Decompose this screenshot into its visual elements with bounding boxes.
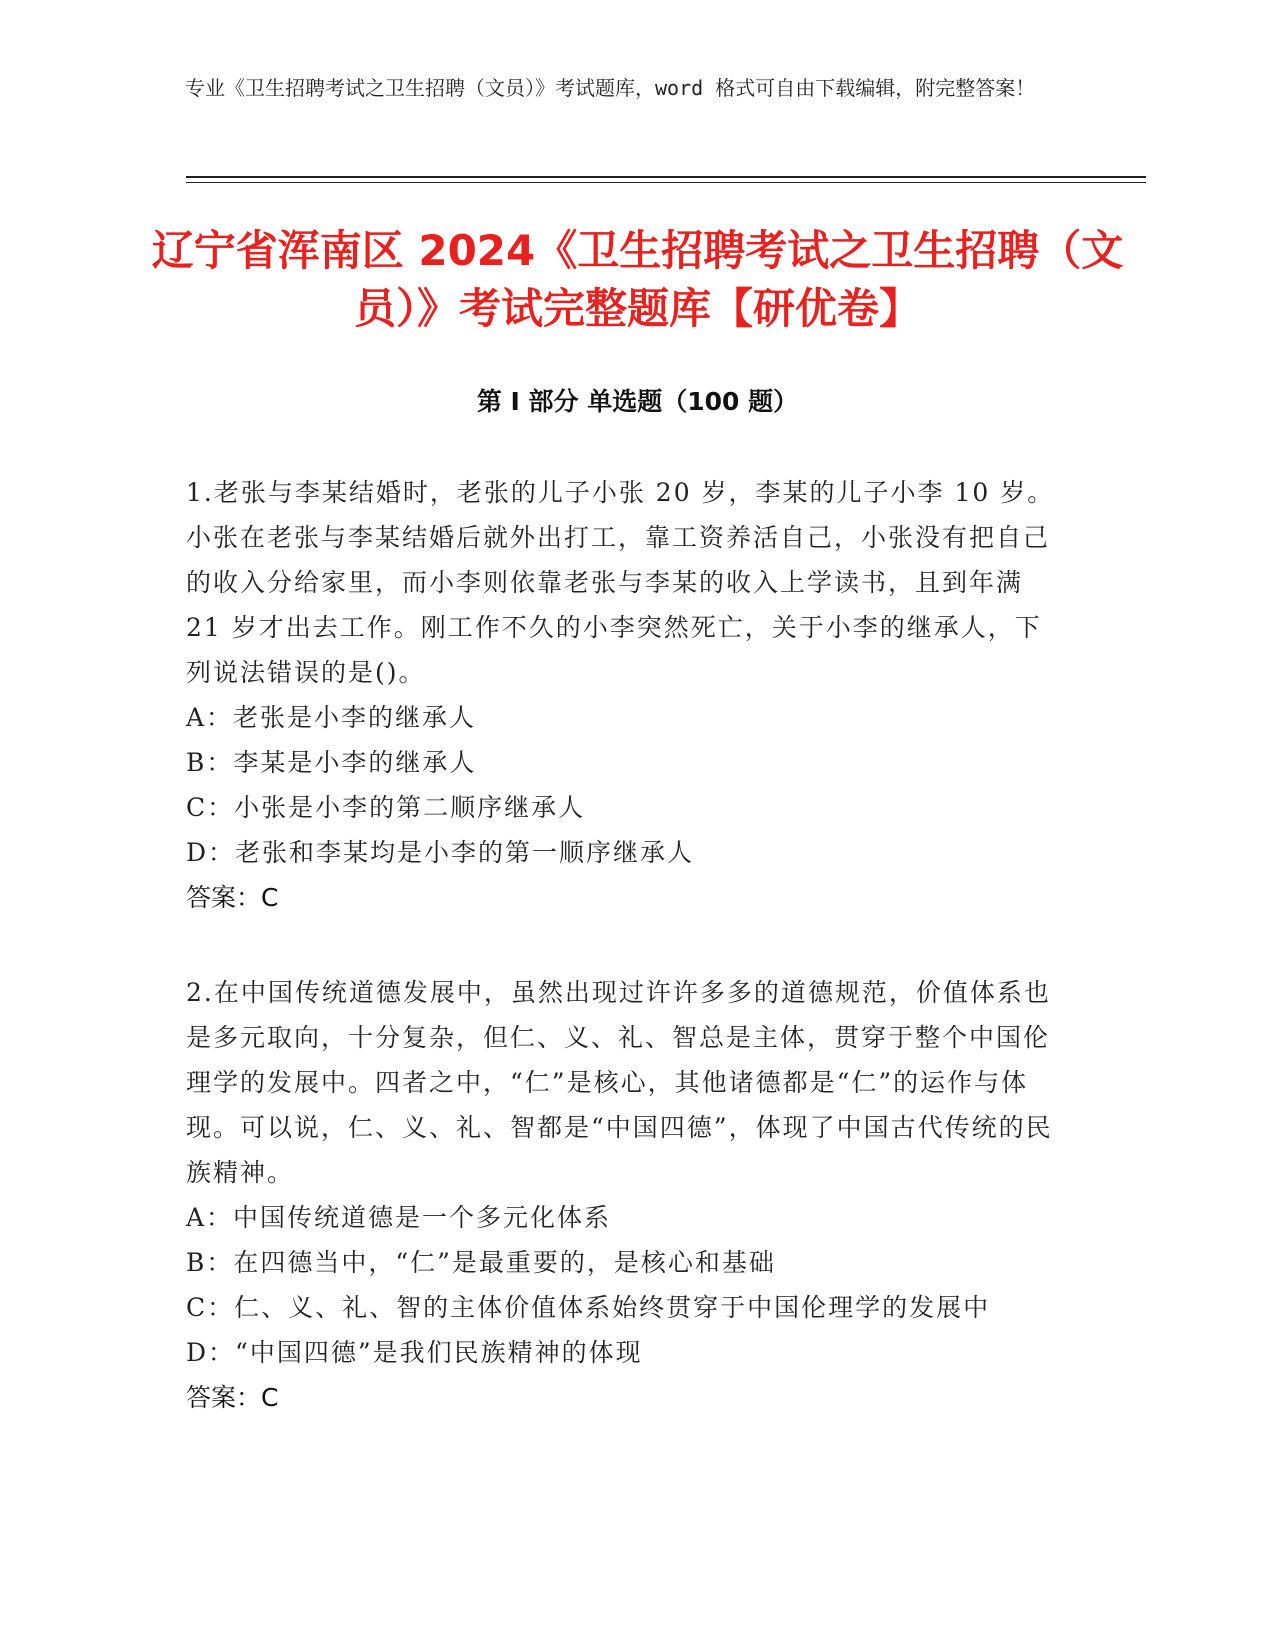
question-2-option-a: A：中国传统道德是一个多元化体系 [186, 1203, 612, 1232]
header-note: 专业《卫生招聘考试之卫生招聘（文员）》考试题库，word 格式可自由下载编辑，附完整答案！ [185, 76, 1036, 100]
question-1-option-d: D：老张和李某均是小李的第一顺序继承人 [186, 838, 695, 867]
question-2-option-c: C：仁、义、礼、智的主体价值体系始终贯穿于中国伦理学的发展中 [186, 1293, 991, 1322]
question-2-option-d: D：“中国四德”是我们民族精神的体现 [186, 1338, 643, 1367]
header-divider-thin [186, 182, 1146, 183]
question-2 [186, 970, 1066, 1420]
header-divider-thick [186, 176, 1146, 178]
question-1-option-b: B：李某是小李的继承人 [186, 748, 477, 777]
question-2-option-b: B：在四德当中，“仁”是最重要的，是核心和基础 [186, 1248, 776, 1277]
question-2-answer: 答案：C [186, 1383, 279, 1412]
question-1-option-c: C：小张是小李的第二顺序继承人 [186, 793, 586, 822]
question-1-stem: 1.老张与李某结婚时，老张的儿子小张 20 岁，李某的儿子小李 10 岁。小张在老张与李某结婚后就外出打工，靠工资养活自己，小张没有把自己的收入分给家里，而小李则依靠老张与李某的收入上学读书，且到年满 21 岁才出去工作。刚工作不久的小李突然死亡，关于小李的继承人，下列说法错误的是()。 [186, 478, 1055, 687]
document-title: 辽宁省浑南区 2024《卫生招聘考试之卫生招聘（文员）》考试完整题库【研优卷】 [151, 226, 1124, 333]
question-1-answer: 答案：C [186, 883, 279, 912]
section-title: 第 I 部分 单选题（100 题） [476, 387, 799, 416]
question-2-stem: 2.在中国传统道德发展中，虽然出现过许许多多的道德规范，价值体系也是多元取向，十分复杂，但仁、义、礼、智总是主体，贯穿于整个中国伦理学的发展中。四者之中，“仁”是核心，其他诸德都是“仁”的运作与体现。可以说，仁、义、礼、智都是“中国四德”，体现了中国古代传统的民族精神。 [186, 978, 1053, 1187]
question-1-option-a: A：老张是小李的继承人 [186, 703, 477, 732]
question-1 [186, 470, 1066, 920]
